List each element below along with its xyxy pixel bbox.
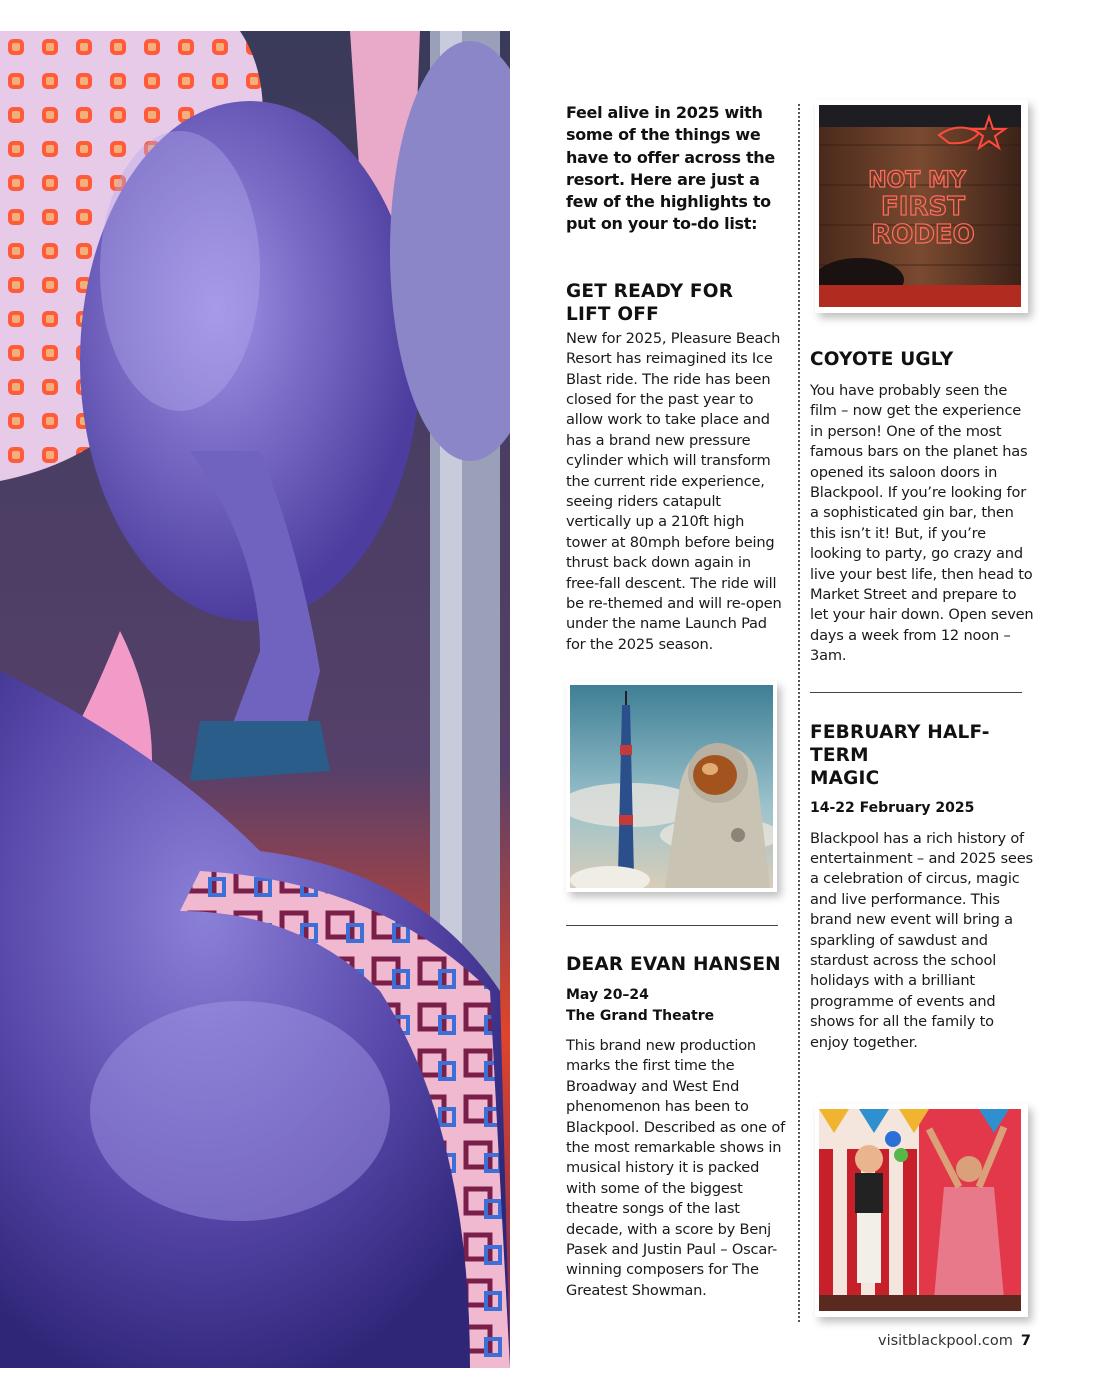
event-date: May 20–24 bbox=[566, 987, 649, 1003]
section-body: You have probably seen the film – now get the experience in person! One of the most famous bars on the planet has opened its saloon doors in Blackpool. If you’re looking for a sophisticated gin bar, then this isn’t it! But, if you’re looking to party, go crazy and live your best life, then head to Market Street and prepare to let your hair down. Open seven days a week from 12 noon – 3am. bbox=[810, 382, 1034, 665]
launch-pad-photo bbox=[566, 681, 777, 892]
coyote-ugly-photo bbox=[815, 100, 1028, 313]
event-date: 14-22 February 2025 bbox=[810, 800, 975, 816]
section-heading: COYOTE UGLY bbox=[810, 349, 954, 370]
section-divider bbox=[810, 692, 1022, 693]
carousel-horses-illustration bbox=[0, 31, 510, 1368]
section-half-term bbox=[810, 721, 1035, 1053]
event-venue: The Grand Theatre bbox=[566, 1007, 715, 1024]
column-left bbox=[566, 102, 788, 655]
circus-children-image bbox=[819, 1109, 1021, 1311]
hero-carousel-image bbox=[0, 31, 510, 1368]
section-divider bbox=[566, 925, 778, 926]
website-url: visitblackpool.com bbox=[877, 1333, 1013, 1349]
heading-line-1: FEBRUARY HALF-TERM bbox=[810, 722, 990, 766]
heading-line-1: GET READY FOR bbox=[566, 280, 734, 302]
astronaut-tower-image bbox=[570, 685, 773, 888]
section-heading bbox=[810, 721, 1035, 790]
page-footer bbox=[878, 1333, 1031, 1349]
neon-line-2: FIRST bbox=[881, 192, 965, 222]
circus-kids-photo bbox=[815, 1104, 1028, 1317]
section-evan-hansen bbox=[566, 953, 788, 1301]
section-body: Blackpool has a rich history of entertainment – and 2025 sees a celebration of circus, magic and live performance. This brand new event will bring a sparkling of sawdust and stardust across the school holidays with a brilliant programme of events and shows for all the family to enjoy together. bbox=[810, 829, 1033, 1051]
section-coyote-ugly bbox=[810, 348, 1035, 667]
intro-text: Feel alive in 2025 with some of the things we have to offer across the resort. Here are just a few of the highlights to put on your to-do list: bbox=[566, 103, 775, 234]
neon-line-3: RODEO bbox=[871, 220, 975, 250]
neon-sign-image bbox=[819, 105, 1021, 307]
section-heading: DEAR EVAN HANSEN bbox=[566, 954, 781, 975]
column-divider bbox=[798, 104, 800, 1322]
section-lift-off bbox=[566, 280, 788, 656]
heading-line-2: LIFT OFF bbox=[566, 303, 659, 325]
heading-line-2: MAGIC bbox=[810, 768, 880, 789]
neon-line-1: NOT MY bbox=[868, 168, 966, 193]
section-heading bbox=[566, 280, 788, 326]
page-number: 7 bbox=[1020, 1333, 1031, 1349]
section-body: This brand new production marks the first time the Broadway and West End phenomenon has been to Blackpool. Described as one of the most remarkable shows in musical history it is packed with some of the biggest theatre songs of the last decade, with a score by Benj Pasek and Justin Paul – Oscar-winning composers for The Greatest Showman. bbox=[566, 1037, 786, 1299]
section-body: New for 2025, Pleasure Beach Resort has reimagined its Ice Blast ride. The ride has been closed for the past year to allow work to take place and has a brand new pressure cylinder which will transform the current ride experience, seeing riders catapult vertically up a 210ft high tower at 80mph before being thrust back down again in free-fall descent. The ride will be re-themed and will re-open under the name Launch Pad for the 2025 season. bbox=[566, 329, 782, 653]
